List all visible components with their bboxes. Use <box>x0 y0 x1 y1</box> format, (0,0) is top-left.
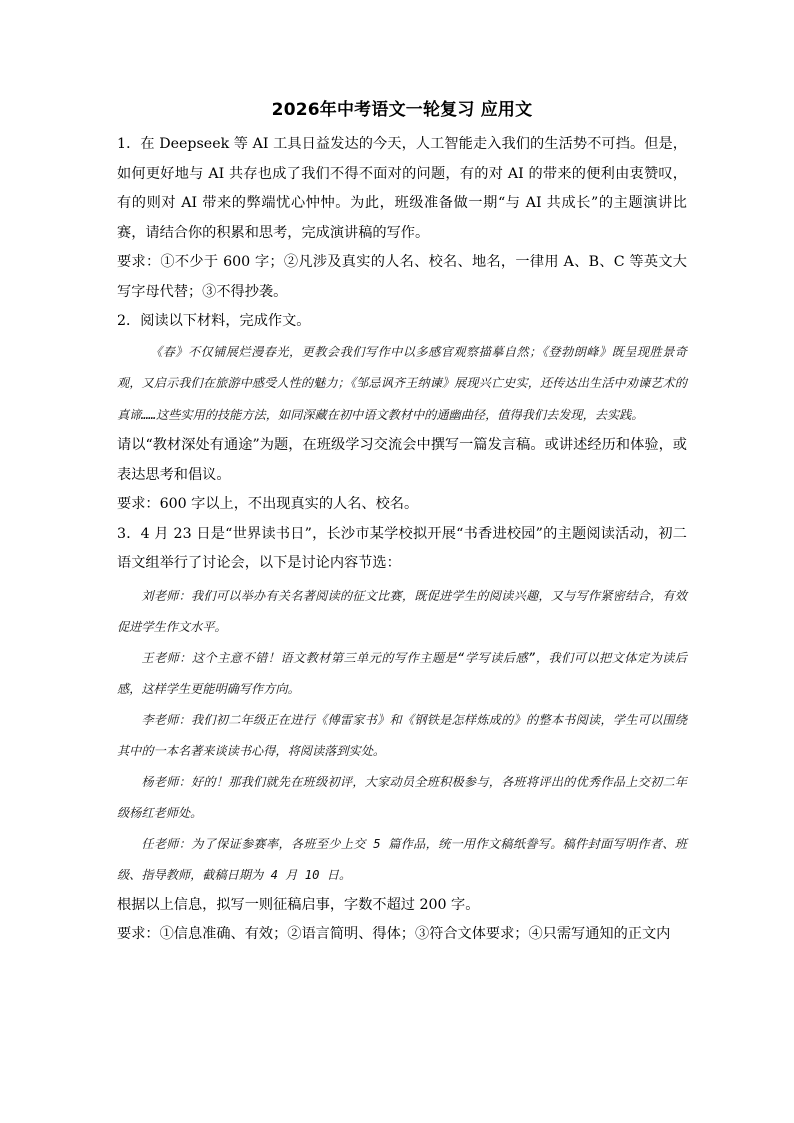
question-3-task: 根据以上信息，拟写一则征稿启事，字数不超过 200 字。 <box>117 896 480 913</box>
question-3-prompt: 3．4 月 23 日是“世界读书日”，长沙市某学校拟开展“书香进校园”的主题阅读活动，初二语文组举行了讨论会，以下是讨论内容节选： <box>117 525 687 571</box>
question-2-requirement: 要求：600 字以上，不出现真实的人名、校名。 <box>117 496 419 512</box>
question-2-material: 《春》不仅铺展烂漫春光，更教会我们写作中以多感官观察描摹自然；《登勃朗峰》既呈现胜景奇观，又启示我们在旅游中感受人性的魅力；《邹忌讽齐王纳谏》展现兴亡史实，还传达出生活中劝谏艺术的真谛……这些实用的技能方法，如同深藏在初中语文教材中的通幽曲径，值得我们去发现，去实践。 <box>117 344 687 422</box>
document-title: 2026年中考语文一轮复习 应用文 <box>271 100 533 120</box>
question-2-prompt: 2．阅读以下材料，完成作文。 <box>117 313 311 329</box>
dialog-line-liu: 刘老师：我们可以举办有关名著阅读的征文比赛，既促进学生的阅读兴趣，又与写作紧密结合，有效促进学生作文水平。 <box>117 588 687 634</box>
question-3-dialog <box>117 581 687 891</box>
question-1-prompt: 1．在 Deepseek 等 AI 工具日益发达的今天，人工智能走入我们的生活势不可挡。但是，如何更好地与 AI 共存也成了我们不得不面对的问题，有的对 AI 的带来的便利由衷赞叹，有的则对 AI 带来的弊端忧心忡忡。为此，班级准备做一期“与 AI 共成长”的主题演讲比赛，请结合你的积累和思考，完成演讲稿的写作。 <box>117 136 687 241</box>
document-page <box>117 98 687 950</box>
question-2-task: 请以“教材深处有通途”为题，在班级学习交流会中撰写一篇发言稿。或讲述经历和体验，或表达思考和倡议。 <box>117 437 687 483</box>
question-1-requirement: 要求：①不少于 600 字；②凡涉及真实的人名、校名、地名，一律用 A、B、C 等英文大写字母代替；③不得抄袭。 <box>117 254 687 300</box>
dialog-line-yang: 杨老师：好的！那我们就先在班级初评，大家动员全班积极参与，各班将评出的优秀作品上交初二年级杨红老师处。 <box>117 774 687 820</box>
dialog-line-li: 李老师：我们初二年级正在进行《傅雷家书》和《钢铁是怎样炼成的》的整本书阅读，学生可以围绕其中的一本名著来谈读书心得，将阅读落到实处。 <box>117 712 687 758</box>
dialog-line-wang: 王老师：这个主意不错！语文教材第三单元的写作主题是“学写读后感”，我们可以把文体定为读后感，这样学生更能明确写作方向。 <box>117 650 687 696</box>
dialog-line-ren: 任老师：为了保证参赛率，各班至少上交 5 篇作品，统一用作文稿纸誊写。稿件封面写明作者、班级、指导教师，截稿日期为 4 月 10 日。 <box>117 836 687 882</box>
question-3-requirement: 要求：①信息准确、有效；②语言简明、得体；③符合文体要求；④只需写通知的正文内 <box>117 926 671 942</box>
